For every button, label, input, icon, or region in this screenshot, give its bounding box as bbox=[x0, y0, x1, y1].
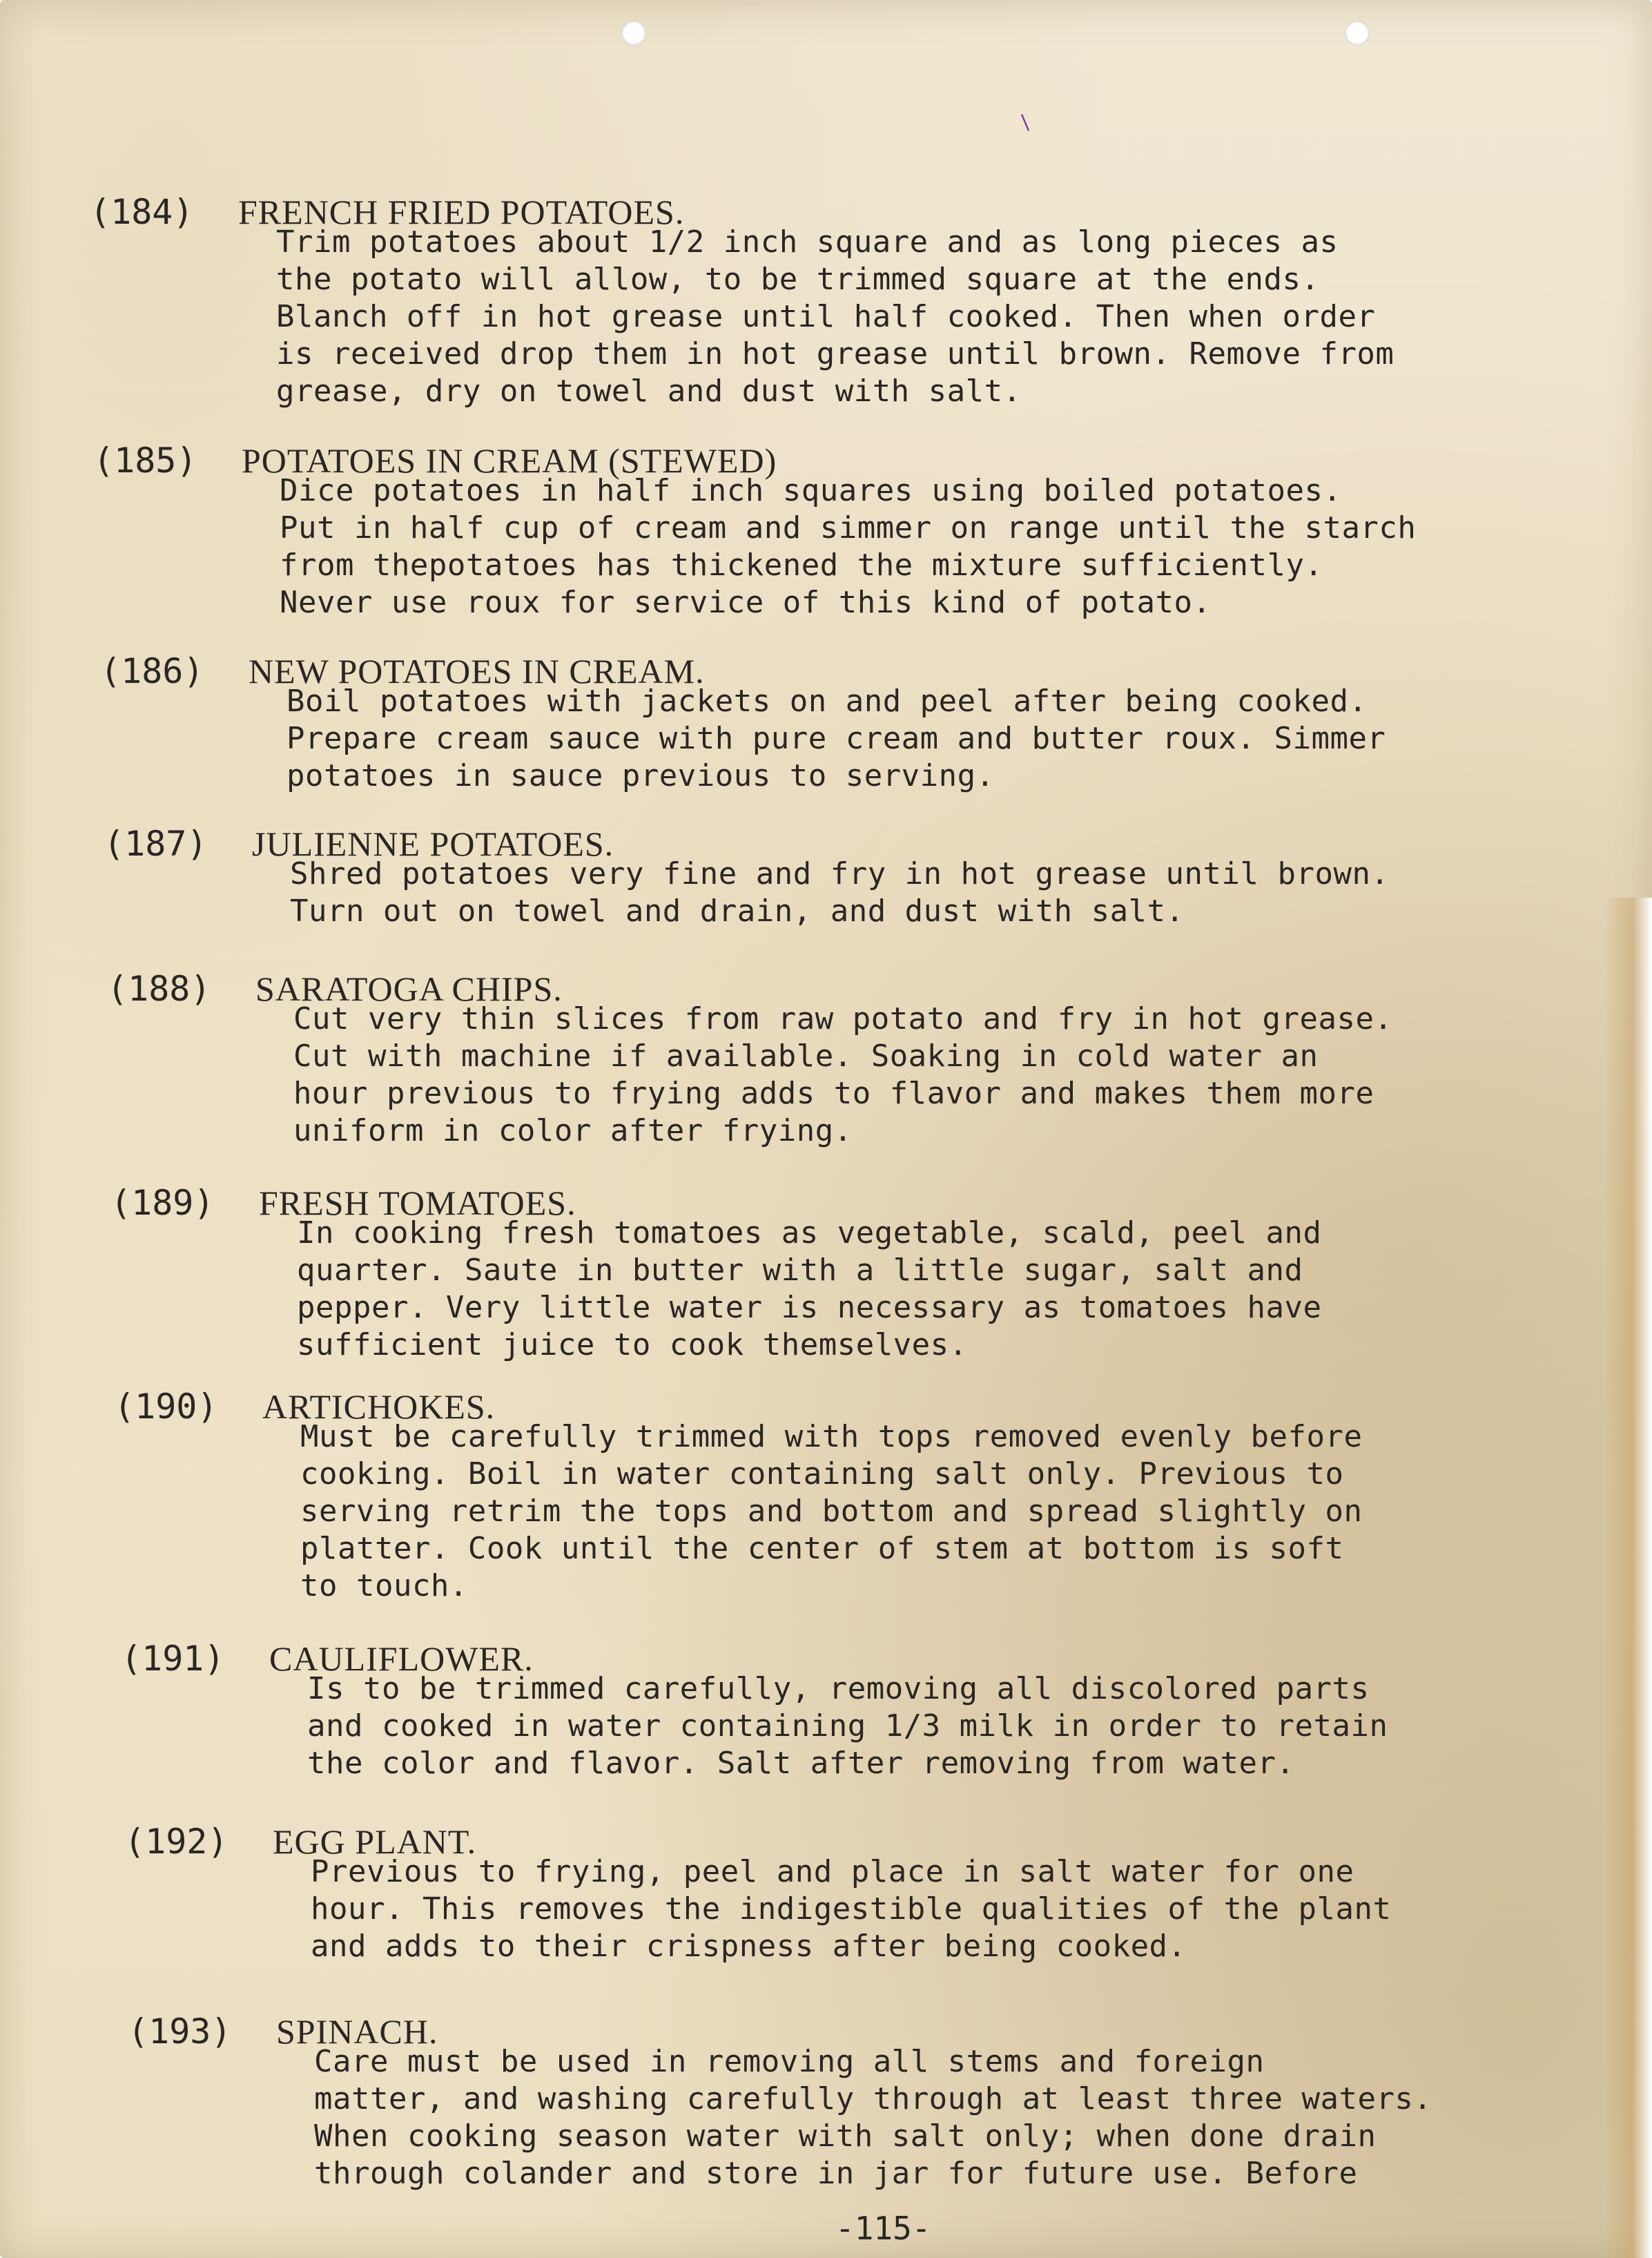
recipe-line: Cut with machine if available. Soaking in cold water an bbox=[293, 1039, 1319, 1074]
recipe-line: sufficient juice to cook themselves. bbox=[297, 1327, 968, 1362]
recipe-line: and adds to their crispness after being cooked. bbox=[311, 1929, 1187, 1964]
recipe-line: Put in half cup of cream and simmer on range until the starch bbox=[280, 510, 1417, 546]
page-edge-stain bbox=[1604, 898, 1652, 2258]
recipe-title: ARTICHOKES. bbox=[262, 1387, 496, 1426]
recipe-number: (187) bbox=[104, 824, 208, 864]
recipe-body bbox=[293, 1001, 1392, 1150]
recipe-body bbox=[297, 1215, 1321, 1364]
recipe-line: through colander and store in jar for future use. Before bbox=[314, 2156, 1358, 2191]
recipe-title: EGG PLANT. bbox=[273, 1822, 477, 1861]
recipe-line: is received drop them in hot grease until brown. Remove from bbox=[276, 336, 1395, 371]
recipe-line: serving retrim the tops and bottom and spread slightly on bbox=[300, 1494, 1363, 1529]
recipe-number: (193) bbox=[128, 2011, 232, 2052]
recipe-body bbox=[311, 1853, 1391, 1965]
recipe-title: SARATOGA CHIPS. bbox=[255, 969, 563, 1008]
punch-hole-left bbox=[621, 21, 646, 46]
recipe-number: (186) bbox=[100, 651, 204, 691]
recipe-line: Never use roux for service of this kind of potato. bbox=[280, 585, 1212, 620]
recipe-body bbox=[290, 856, 1389, 930]
recipe-line: to touch. bbox=[300, 1568, 468, 1603]
recipe-line: Dice potatoes in half inch squares using boiled potatoes. bbox=[280, 473, 1342, 508]
recipe-body bbox=[286, 683, 1386, 795]
recipe-line: Trim potatoes about 1/2 inch square and as long pieces as bbox=[276, 224, 1339, 260]
punch-hole-right bbox=[1345, 21, 1370, 46]
recipe-body bbox=[280, 472, 1416, 621]
recipe-line: uniform in color after frying. bbox=[293, 1113, 853, 1148]
recipe-number: (188) bbox=[107, 969, 211, 1009]
recipe-body bbox=[307, 1670, 1388, 1782]
ink-mark: / bbox=[1014, 110, 1036, 135]
recipe-number: (189) bbox=[110, 1183, 215, 1223]
recipe-line: Blanch off in hot grease until half cooked. Then when order bbox=[276, 299, 1376, 334]
recipe-line: Prepare cream sauce with pure cream and butter roux. Simmer bbox=[286, 721, 1386, 756]
recipe-title: NEW POTATOES IN CREAM. bbox=[249, 652, 705, 691]
recipe-line: potatoes in sauce previous to serving. bbox=[286, 758, 995, 793]
recipe-body bbox=[276, 224, 1394, 410]
recipe-number: (185) bbox=[93, 441, 197, 481]
recipe-number: (191) bbox=[121, 1639, 225, 1679]
recipe-line: Is to be trimmed carefully, removing all discolored parts bbox=[307, 1671, 1370, 1706]
recipe-body bbox=[314, 2043, 1432, 2192]
recipe-number: (184) bbox=[90, 192, 194, 232]
recipe-number: (192) bbox=[124, 1822, 229, 1862]
recipe-line: Care must be used in removing all stems and foreign bbox=[314, 2044, 1265, 2079]
recipe-line: When cooking season water with salt only; when done drain bbox=[314, 2119, 1377, 2154]
recipe-title: POTATOES IN CREAM (STEWED) bbox=[242, 441, 777, 480]
recipe-title: JULIENNE POTATOES. bbox=[252, 824, 614, 863]
recipe-line: pepper. Very little water is necessary as tomatoes have bbox=[297, 1290, 1322, 1325]
recipe-line: Cut very thin slices from raw potato and fry in hot grease. bbox=[293, 1001, 1393, 1036]
recipe-line: the color and flavor. Salt after removing from water. bbox=[307, 1746, 1295, 1781]
recipe-title: FRENCH FRIED POTATOES. bbox=[238, 193, 685, 231]
recipe-line: cooking. Boil in water containing salt only. Previous to bbox=[300, 1456, 1344, 1492]
recipe-line: platter. Cook until the center of stem at bottom is soft bbox=[300, 1531, 1344, 1566]
page-number: -115- bbox=[835, 2210, 931, 2247]
recipe-line: from thepotatoes has thickened the mixture sufficiently. bbox=[280, 548, 1323, 583]
recipe-line: and cooked in water containing 1/3 milk in order to retain bbox=[307, 1708, 1388, 1744]
recipe-line: Must be carefully trimmed with tops removed evenly before bbox=[300, 1419, 1363, 1454]
recipe-line: the potato will allow, to be trimmed square at the ends. bbox=[276, 262, 1320, 297]
recipe-title: SPINACH. bbox=[276, 2012, 438, 2051]
recipe-body bbox=[300, 1418, 1362, 1605]
recipe-line: matter, and washing carefully through at least three waters. bbox=[314, 2081, 1432, 2116]
recipe-number: (190) bbox=[114, 1387, 218, 1427]
recipe-line: Turn out on towel and drain, and dust with salt. bbox=[290, 894, 1185, 929]
recipe-line: grease, dry on towel and dust with salt. bbox=[276, 374, 1022, 409]
recipe-line: Previous to frying, peel and place in salt water for one bbox=[311, 1854, 1354, 1889]
recipe-line: hour previous to frying adds to flavor and makes them more bbox=[293, 1076, 1374, 1111]
recipe-title: FRESH TOMATOES. bbox=[259, 1184, 576, 1222]
recipe-title: CAULIFLOWER. bbox=[269, 1639, 534, 1678]
recipe-line: Boil potatoes with jackets on and peel after being cooked. bbox=[286, 684, 1368, 719]
recipe-line: Shred potatoes very fine and fry in hot grease until brown. bbox=[290, 856, 1390, 891]
recipe-line: quarter. Saute in butter with a little sugar, salt and bbox=[297, 1253, 1303, 1288]
recipe-line: hour. This removes the indigestible qualities of the plant bbox=[311, 1891, 1392, 1927]
recipe-line: In cooking fresh tomatoes as vegetable, scald, peel and bbox=[297, 1215, 1322, 1251]
